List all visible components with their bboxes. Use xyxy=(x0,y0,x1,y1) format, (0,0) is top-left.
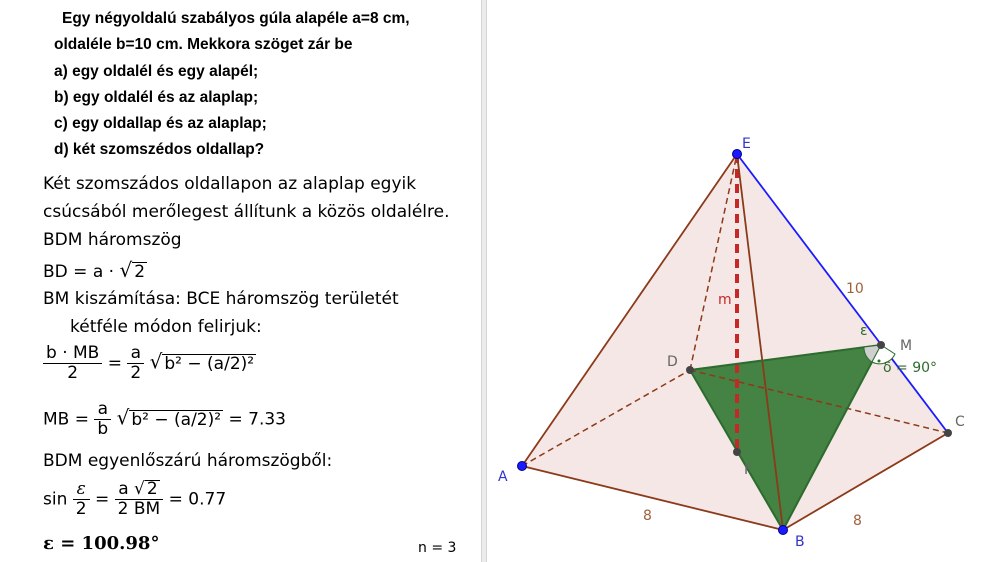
label-e: E xyxy=(742,136,751,152)
problem-line-4: b) egy oldalél és az alaplap; xyxy=(54,88,259,106)
slider-label[interactable]: n = 3 xyxy=(418,540,457,556)
bd-rhs: a · xyxy=(92,262,120,282)
label-d: D xyxy=(667,354,678,370)
eq1-num: b · MB xyxy=(43,344,102,364)
problem-line-2: oldaléle b=10 cm. Mekkora szöget zár be xyxy=(54,36,353,54)
point-m[interactable] xyxy=(877,341,885,349)
sin-label: sin xyxy=(43,489,68,510)
solution-intro-2: csúcsából merőlegest állítunk a közös oldalélre. xyxy=(43,202,450,222)
sin-num: ε xyxy=(73,480,90,500)
sin-rnum-a: a xyxy=(118,479,135,499)
result-angle: ε = 100.98° xyxy=(43,533,160,554)
eq2-value: 7.33 xyxy=(248,409,286,430)
label-c: C xyxy=(955,414,965,430)
sin-rnum-radicand: 2 xyxy=(146,479,158,499)
label-delta: δ = 90° xyxy=(883,360,938,376)
eq2-lhs: MB xyxy=(43,409,70,430)
area-equation: $\frac{b \cdot MB}{2}$ = $\frac{a}{2}$ √ b² − (a/2)² xyxy=(43,344,256,383)
eq1-rden: 2 xyxy=(130,363,142,383)
label-f: F xyxy=(744,462,753,478)
problem-line-6: d) két szomszédos oldallap? xyxy=(54,141,265,159)
sin-value: 0.77 xyxy=(188,489,227,510)
eq2-radicand: b² − (a/2)² xyxy=(131,409,222,430)
bd-equation: BD = a · √ 2 xyxy=(43,258,146,282)
eq1-radicand: b² − (a/2)² xyxy=(164,353,255,374)
label-a: A xyxy=(498,469,508,485)
eq2-num: a xyxy=(94,400,111,420)
eq1-den: 2 xyxy=(67,363,79,383)
problem-line-3: a) egy oldalél és egy alapél; xyxy=(54,62,259,80)
vertex-b[interactable] xyxy=(779,526,788,535)
eq2-den: b xyxy=(97,419,109,439)
vertex-d[interactable] xyxy=(686,366,694,374)
solution-bm-text-2: kétféle módon felirjuk: xyxy=(70,317,262,337)
bd-lhs: BD xyxy=(43,262,68,282)
problem-line-1: Egy négyoldalú szabályos gúla alapéle a=8 cm, xyxy=(62,10,410,27)
label-edge-ab: 8 xyxy=(643,508,652,524)
point-f[interactable] xyxy=(733,448,741,456)
solution-bm-text-1: BM kiszámítása: BCE háromszög területét xyxy=(43,289,399,309)
vertex-e[interactable] xyxy=(733,150,742,159)
problem-line-5: c) egy oldallap és az alaplap; xyxy=(54,115,267,133)
label-height-m: m xyxy=(718,292,732,308)
mb-equation: MB = $\frac{a}{b}$ √ b² − (a/2)² = 7.33 xyxy=(43,399,286,439)
label-edge-ec: 10 xyxy=(846,281,864,297)
sin-equation: sin $\frac{\varepsilon}{2}$ = $\frac{a √ 2}{2 BM}$ = 0.77 xyxy=(43,479,227,519)
bd-radicand: 2 xyxy=(134,262,146,282)
sin-right-fraction: $\frac{a √ 2}{2 BM}$ xyxy=(115,480,164,519)
vertex-a[interactable] xyxy=(518,462,527,471)
label-epsilon: ε xyxy=(860,323,868,339)
solution-isosceles: BDM egyenlőszárú háromszögből: xyxy=(43,451,333,471)
eq1-rnum: a xyxy=(127,344,144,364)
solution-intro-1: Két szomszádos oldallapon az alaplap egyik xyxy=(43,174,417,194)
right-angle-dot xyxy=(878,360,881,363)
sin-rden: 2 BM xyxy=(117,499,161,519)
label-m: M xyxy=(900,338,913,354)
sin-den: 2 xyxy=(75,499,87,519)
label-b: B xyxy=(795,534,805,550)
vertex-c[interactable] xyxy=(944,429,952,437)
label-edge-bc: 8 xyxy=(853,513,862,529)
solution-bdm: BDM háromszög xyxy=(43,230,182,250)
